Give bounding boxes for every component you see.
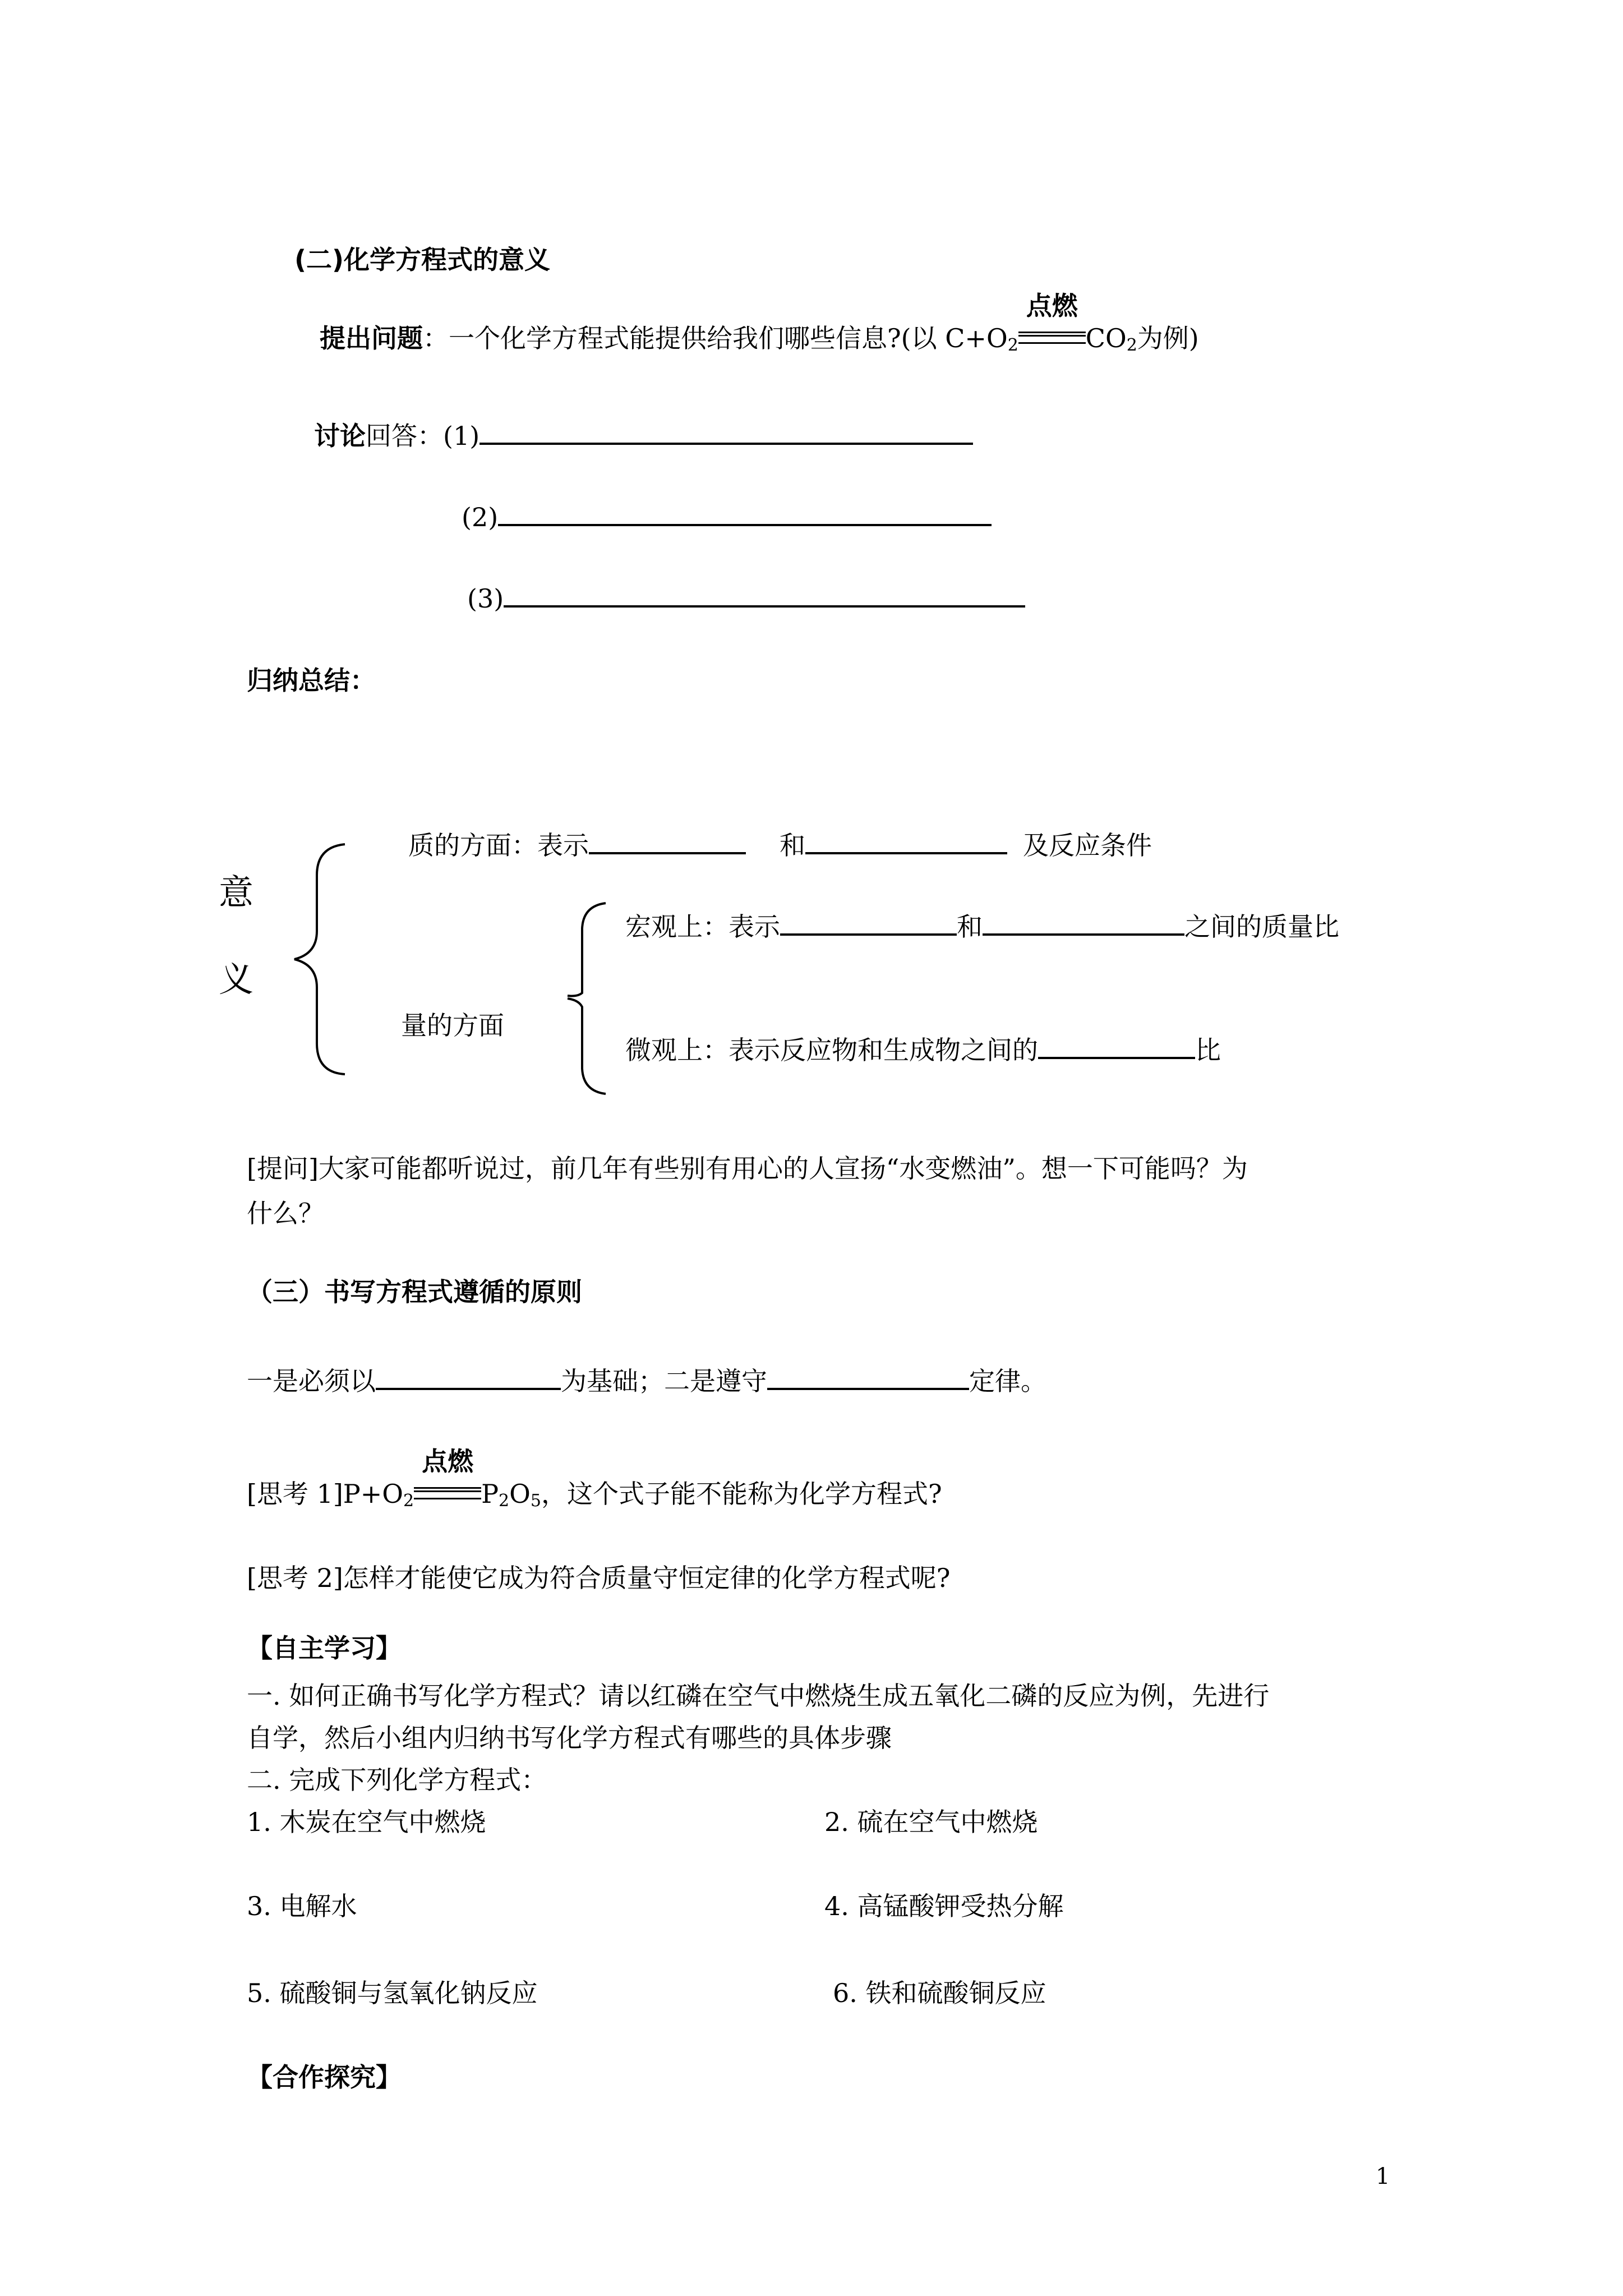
meaning-char-1: 意 xyxy=(219,872,254,913)
discussion-label-2: 回答： xyxy=(366,421,443,451)
quality-and: 和 xyxy=(780,830,805,861)
exercise-item-2: 2. 硫在空气中燃烧 xyxy=(824,1807,1038,1837)
micro-line xyxy=(625,1032,1221,1063)
exercise-item-1: 1. 木炭在空气中燃烧 xyxy=(247,1807,486,1837)
answer-blank-1[interactable] xyxy=(479,418,973,445)
quality-text: 质的方面：表示 xyxy=(408,830,589,861)
condition-arrow xyxy=(1018,291,1086,351)
principle-line xyxy=(247,1363,1046,1394)
principle-blank-1[interactable] xyxy=(376,1363,561,1390)
principle-a: 一是必须以 xyxy=(247,1366,376,1396)
section-title-3: （三）书写方程式遵循的原则 xyxy=(247,1277,582,1307)
exercise-item-3: 3. 电解水 xyxy=(247,1891,357,1921)
product-subscript: 2 xyxy=(1126,335,1137,355)
exercise-item-6: 6. 铁和硫酸铜反应 xyxy=(833,1978,1046,2008)
condition-label: 点燃 xyxy=(1026,291,1078,321)
principle-c: 定律。 xyxy=(969,1366,1046,1396)
equals-lines xyxy=(1018,332,1086,344)
discussion-line-3 xyxy=(467,581,1025,614)
think1-sub-b: 5 xyxy=(530,1491,541,1511)
self-study-line-1: 一. 如何正确书写化学方程式？请以红磷在空气中燃烧生成五氧化二磷的反应为例，先进行 xyxy=(247,1681,1270,1711)
principle-b: 为基础；二是遵守 xyxy=(561,1366,767,1396)
self-study-line-3: 二. 完成下列化学方程式： xyxy=(247,1765,547,1795)
micro-tail: 比 xyxy=(1195,1035,1221,1065)
micro-text: 微观上：表示反应物和生成物之间的 xyxy=(625,1035,1038,1065)
o2-subscript: 2 xyxy=(1007,335,1018,355)
quality-blank-1[interactable] xyxy=(589,827,746,854)
quality-line xyxy=(408,827,1152,861)
quality-tail: 及反应条件 xyxy=(1023,830,1152,861)
meaning-char-2: 义 xyxy=(219,959,254,1000)
question-tail: 为例) xyxy=(1137,323,1199,353)
quality-blank-2[interactable] xyxy=(805,827,1007,854)
discussion-line-1 xyxy=(314,418,973,449)
principle-blank-2[interactable] xyxy=(767,1363,969,1390)
think1-product-b: O xyxy=(509,1479,531,1509)
ask-line-2: 什么？ xyxy=(247,1198,324,1228)
think1-product-a: P xyxy=(481,1479,499,1509)
macro-blank-2[interactable] xyxy=(983,909,1184,936)
exercise-item-4: 4. 高锰酸钾受热分解 xyxy=(824,1891,1064,1921)
macro-blank-1[interactable] xyxy=(780,909,957,936)
discussion-label: 讨论 xyxy=(314,421,366,451)
question-line xyxy=(320,291,1199,355)
self-study-title: 【自主学习】 xyxy=(247,1633,402,1663)
self-study-line-2: 自学，然后小组内归纳书写化学方程式有哪些的具体步骤 xyxy=(247,1723,892,1753)
exercise-item-5: 5. 硫酸铜与氢氧化钠反应 xyxy=(247,1978,538,2008)
think1-tail: ，这个式子能不能称为化学方程式? xyxy=(541,1479,942,1509)
micro-blank[interactable] xyxy=(1038,1032,1195,1059)
ask-line-1: [提问]大家可能都听说过，前几年有些别有用心的人宣扬“水变燃油”。想一下可能吗？为 xyxy=(247,1153,1248,1184)
page-number: 1 xyxy=(1376,2164,1390,2189)
question-label: 提出问题 xyxy=(320,323,423,353)
macro-line xyxy=(625,909,1339,940)
discussion-item-1: (1) xyxy=(443,421,480,451)
think1-condition-label: 点燃 xyxy=(422,1446,474,1476)
question-text: ：一个化学方程式能提供给我们哪些信息?(以 C+O xyxy=(423,323,1008,353)
macro-brace xyxy=(561,900,611,999)
main-brace xyxy=(292,841,348,1077)
think1-condition-arrow xyxy=(414,1446,481,1507)
discussion-item-3: (3) xyxy=(467,583,504,614)
macro-and: 和 xyxy=(957,912,983,942)
discussion-item-2: (2) xyxy=(462,502,499,532)
product-formula: CO xyxy=(1085,323,1127,353)
think1-sub-a: 2 xyxy=(499,1491,510,1511)
think2-line: [思考 2]怎样才能使它成为符合质量守恒定律的化学方程式呢? xyxy=(247,1563,951,1593)
answer-blank-3[interactable] xyxy=(504,581,1025,608)
macro-text: 宏观上：表示 xyxy=(625,912,780,942)
think1-prefix: [思考 1]P+O xyxy=(247,1479,403,1509)
think1-o2-subscript: 2 xyxy=(403,1491,414,1511)
think1-line xyxy=(247,1446,942,1511)
summary-label: 归纳总结： xyxy=(247,665,376,696)
section-title-2: (二)化学方程式的意义 xyxy=(294,245,551,275)
answer-blank-2[interactable] xyxy=(498,499,992,526)
micro-brace xyxy=(561,996,611,1097)
think1-equals-lines xyxy=(414,1487,481,1499)
discussion-line-2 xyxy=(462,499,992,530)
quantity-text: 量的方面 xyxy=(401,1010,504,1041)
coop-title: 【合作探究】 xyxy=(247,2062,402,2092)
macro-tail: 之间的质量比 xyxy=(1184,912,1339,942)
